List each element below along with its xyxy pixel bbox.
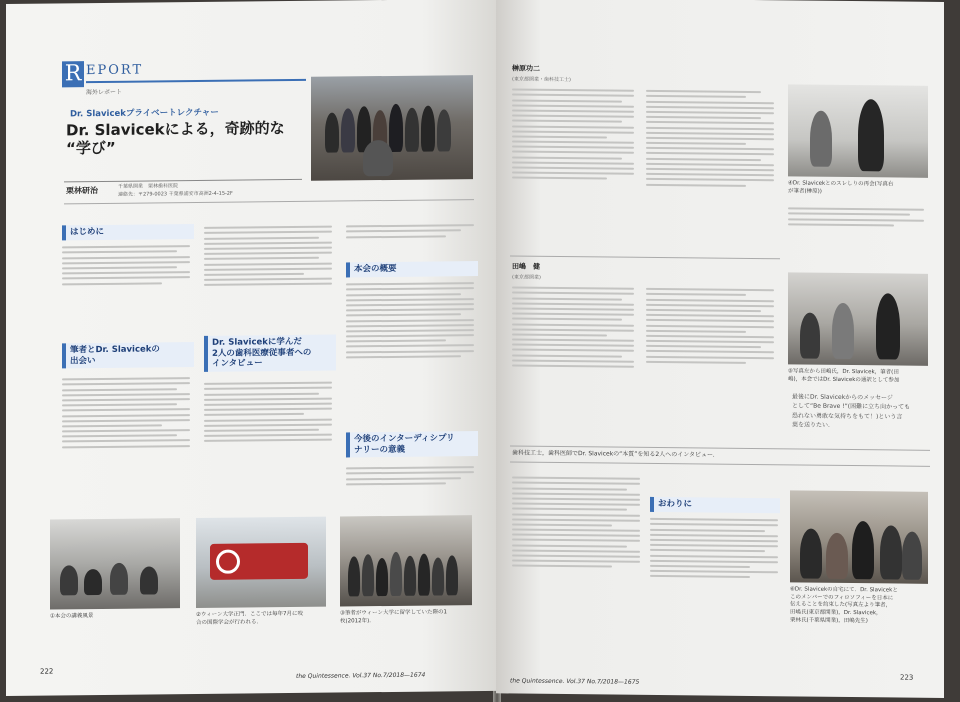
- right-column-b-text-a: [646, 87, 774, 190]
- left-running-footer: the Quintessence. Vol.37 No.7/2018—1674: [296, 671, 426, 680]
- report-subtitle: 海外レポート: [86, 88, 123, 97]
- column-2-text-a: [204, 223, 332, 290]
- interviewee-2-name: 田嶋 健: [512, 262, 540, 271]
- column-1-text-a: [62, 242, 190, 288]
- headline-line-1: Dr. Slavicekによる，奇跡的な: [66, 119, 285, 140]
- right-running-footer: the Quintessence. Vol.37 No.7/2018—1675: [510, 677, 640, 686]
- article-kicker: Dr. Slavicekプライベートレクチャー: [70, 107, 219, 120]
- interviewee-1-name: 榊原功二: [512, 64, 540, 73]
- lecture-photo: [50, 518, 180, 609]
- closing-message: 最後にDr. Slavicekからのメッセージ として“Be Brave !”(困難に立ち向かっても 恐れない勇敢な気持ちをもて！)という言 葉を送りたい．: [792, 393, 911, 429]
- study-abroad-group-photo: [340, 515, 472, 606]
- interviewee-2-affiliation: (東京都開業): [512, 274, 541, 281]
- interview-divider: [510, 255, 780, 259]
- report-logo-word: EPORT: [86, 62, 144, 79]
- section-head-hajimeni: はじめに: [62, 224, 194, 240]
- section-head-owarini: おわりに: [650, 497, 780, 513]
- interviewee-1-affiliation: (東京都開業・歯科技工士): [512, 76, 571, 84]
- interviewees-photo: [788, 272, 928, 365]
- report-logo-initial: R: [62, 61, 84, 87]
- column-3-text-c: [346, 463, 474, 488]
- right-column-a-text-a: [512, 85, 634, 183]
- band-divider-bottom: [510, 461, 930, 466]
- slavicek-home-photo: [790, 490, 928, 583]
- left-page: [6, 0, 496, 696]
- right-lower-text-a: [512, 473, 640, 571]
- right-column-b-text-b: [646, 285, 774, 367]
- section-head-deai: 筆者とDr. Slavicekの 出会い: [62, 342, 194, 369]
- left-page-number: 222: [40, 667, 54, 676]
- report-rule: [86, 79, 306, 83]
- column-1-text-b: [62, 374, 190, 451]
- caption-university-gate: ②ウィーン大学正門．ここでは毎年7月に咬 合の国際学会が行われる．: [196, 610, 303, 626]
- author-affiliation: 千葉県開業 栗林歯科医院 連絡先：〒279-0023 千葉県浦安市高洲2-4-15-2F: [118, 183, 233, 198]
- interview-band-caption: 歯科技工士，歯科医師でDr. Slavicekの“本質”を知る2人へのインタビュー．: [512, 449, 719, 459]
- right-lower-text-b: [650, 515, 778, 582]
- section-head-kongo: 今後のインターディシプリ ナリーの意義: [346, 431, 478, 458]
- section-head-gaiyou: 本会の概要: [346, 261, 478, 277]
- column-3-text-b: [346, 279, 474, 361]
- university-gate-photo: [196, 517, 326, 608]
- author-name: 栗林研治: [66, 186, 98, 196]
- caption-reunion: ④Dr. Slavicekとのスレしりの再会(写真右 が筆者(榊原)): [788, 180, 894, 195]
- column-2-text-b: [204, 379, 332, 446]
- article-headline: [66, 119, 316, 158]
- caption-slavicek-home: ⑥Dr. Slavicekの自宅にて．Dr. Slavicekと このメンバーでのフィロソフィーを日本に 伝えることを約束した(写真左より筆者， 田嶋氏(東京都開業)，Dr. Slavicek， 栗林氏(千葉県開業)，田嶋先生): [790, 586, 898, 624]
- right-column-a-text-b: [512, 283, 634, 370]
- right-page-number: 223: [900, 673, 914, 682]
- caption-interviewees: ⑤写真左から田嶋氏，Dr. Slavicek，筆者(田 嶋)，本会ではDr. Slavicekの通訳として参加: [788, 368, 900, 384]
- column-3-text-a: [346, 221, 474, 241]
- reunion-photo: [788, 84, 928, 177]
- caption-lecture: ①本会の講義風景: [50, 613, 94, 620]
- right-page: [496, 0, 944, 698]
- section-head-manabu: Dr. Slavicekに学んだ 2人の歯科医療従事者への インタビュー: [204, 335, 336, 372]
- caption-study-abroad: ③筆者がウィーン大学に留学していた際の1 枚(2012年)．: [340, 609, 447, 625]
- header-divider: [64, 199, 474, 204]
- headline-line-2: “学び”: [66, 138, 116, 158]
- hero-group-photo: [311, 75, 473, 181]
- right-column-c-text-a: [788, 204, 924, 229]
